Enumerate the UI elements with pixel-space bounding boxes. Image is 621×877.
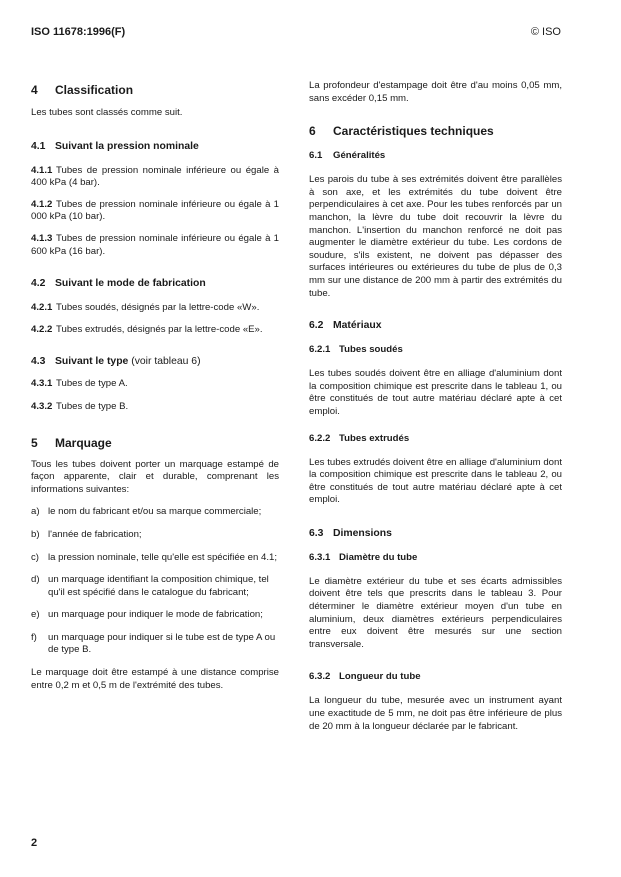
list-item-e: e) un marquage pour indiquer le mode de fabrication; — [31, 609, 263, 621]
copyright-header: © ISO — [530, 26, 561, 38]
clause-4-1-1: 4.1.1 Tubes de pression nominale inférieure ou égale à 400 kPa (4 bar). — [31, 164, 279, 189]
section-5-heading: 5 Marquage — [31, 435, 112, 450]
clause-4-2-2: 4.2.2 Tubes extrudés, désignés par la lettre-code «E». — [31, 323, 263, 335]
standard-header: ISO 11678:1996(F) — [31, 26, 126, 38]
list-item-a: a) le nom du fabricant et/ou sa marque commerciale; — [31, 506, 262, 518]
clause-4-1-2: 4.1.2 Tubes de pression nominale inférieure ou égale à 1 000 kPa (10 bar). — [31, 198, 279, 223]
right-column — [309, 80, 562, 733]
section-4-1-heading: 4.1 Suivant la pression nominale — [31, 140, 199, 152]
section-5-closing: Le marquage doit être estampé à une distance comprise entre 0,2 m et 0,5 m de l'extrémité des tubes. — [31, 667, 279, 691]
clause-4-2-1: 4.2.1 Tubes soudés, désignés par la lettre-code «W». — [31, 302, 260, 314]
section-6-3-2-body: La longueur du tube, mesurée avec un instrument ayant une exactitude de 5 mm, ne doit pas être inférieure de plus de 20 mm à la longueur déclarée par le fabricant. — [309, 695, 562, 732]
list-item-b: b) l'année de fabrication; — [31, 528, 142, 540]
clause-4-3-2: 4.3.2 Tubes de type B. — [31, 400, 129, 412]
section-4-3-heading: 4.3 Suivant le type (voir tableau 6) — [31, 356, 201, 368]
section-6-1-heading: 6.1 Généralités — [309, 150, 386, 162]
section-6-1-body: Les parois du tube à ses extrémités doivent être parallèles à son axe, et les extrémités du tube doivent être perpendiculaires à cet axe. Pour les tubes renforcés par un manchon, la lèvre du tube doit recouvrir la lèvre du manchon. L'insertion du manchon renforcé ne doit pas augmenter le diamètre extérieur du tube. Les cordons de soudure, s'ils existent, ne doivent pas dépasser des surfaces intérieures ou extérieures du tube de plus de 0,3 mm sur une distance de 200 mm à partir des extrémités du tube. — [309, 174, 562, 299]
section-6-3-1-body: Le diamètre extérieur du tube et ses écarts admissibles doivent être tels que prescrits dans le tableau 3. Pour déterminer le diamètre extérieur moyen d'un tube en aluminium, deux diamètres extérieurs perpendiculaires entre eux doivent être mesurés sur une section transversale. — [309, 575, 562, 650]
section-6-3-2-heading: 6.3.2 Longueur du tube — [309, 671, 421, 683]
list-item-f: f) un marquage pour indiquer si le tube est de type A ou de type B. — [31, 631, 276, 656]
clause-4-1-3: 4.1.3 Tubes de pression nominale inférieure ou égale à 1 600 kPa (16 bar). — [31, 232, 279, 257]
list-item-c: c) la pression nominale, telle qu'elle est spécifiée en 4.1; — [31, 551, 278, 563]
left-column — [31, 80, 279, 692]
section-4-2-heading: 4.2 Suivant le mode de fabrication — [31, 278, 206, 290]
section-4-intro: Les tubes sont classés comme suit. — [31, 107, 183, 118]
section-6-3-heading: 6.3 Dimensions — [309, 527, 392, 539]
section-5-intro: Tous les tubes doivent porter un marquage estampé de façon apparente, clair et durable, comprenant les informations suivantes: — [31, 458, 279, 495]
section-6-2-1-heading: 6.2.1 Tubes soudés — [309, 344, 403, 356]
section-6-2-heading: 6.2 Matériaux — [309, 320, 382, 332]
section-4-heading: 4 Classification — [31, 83, 134, 97]
section-6-2-2-body: Les tubes extrudés doivent être en alliage d'aluminium dont la composition chimique est prescrite dans le tableau 2, ou être constitués de tout autre matériau déclaré apte à cet emploi. — [309, 456, 562, 506]
section-6-2-1-body: Les tubes soudés doivent être en alliage d'aluminium dont la composition chimique est prescrite dans le tableau 1, ou être constitués de tout autre matériau déclaré apte à cet emploi. — [309, 368, 562, 417]
section-6-3-1-heading: 6.3.1 Diamètre du tube — [309, 551, 418, 563]
clause-4-3-1: 4.3.1 Tubes de type A. — [31, 378, 128, 390]
continued-paragraph: La profondeur d'estampage doit être d'au moins 0,05 mm, sans excéder 0,15 mm. — [309, 80, 562, 104]
list-item-d: d) un marquage identifiant la composition chimique, tel qu'il est spécifié dans le catalogue du fabricant; — [31, 574, 269, 598]
section-6-heading: 6 Caractéristiques techniques — [309, 124, 494, 139]
section-6-2-2-heading: 6.2.2 Tubes extrudés — [309, 432, 410, 444]
page-number: 2 — [31, 837, 38, 849]
